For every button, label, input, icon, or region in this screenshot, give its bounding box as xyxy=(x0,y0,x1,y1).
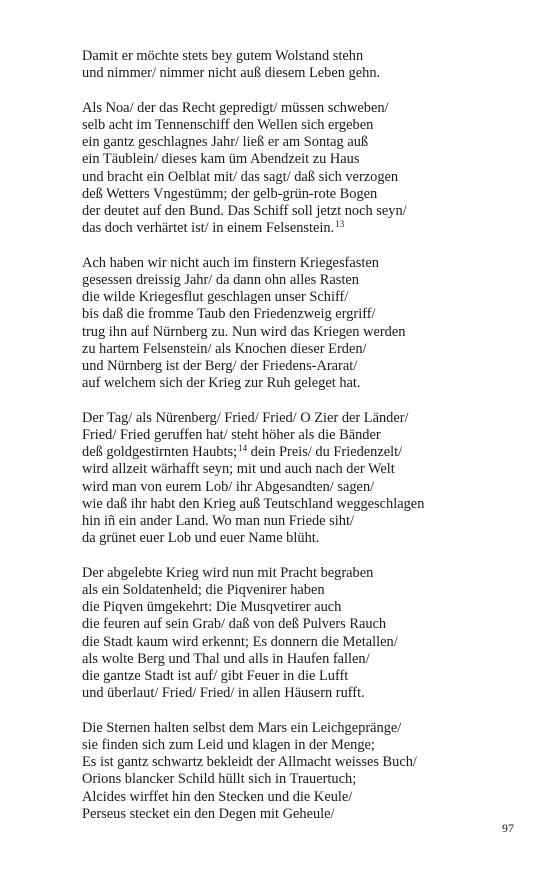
verse-text: bis daß die fromme Taub den Friedenzweig ergriff/ xyxy=(82,306,376,323)
poem-text xyxy=(82,48,522,841)
verse-line xyxy=(82,65,522,82)
verse-line xyxy=(82,789,522,806)
verse-text: ein gantz geschlagnes Jahr/ ließ er am Sontag auß xyxy=(82,134,369,151)
verse-text: Der abgelebte Krieg wird nun mit Pracht begraben xyxy=(82,564,374,581)
verse-text: der deutet auf den Bund. Das Schiff soll jetzt noch seyn/ xyxy=(82,203,407,219)
verse-line xyxy=(82,375,522,392)
verse-text: Alcides wirffet hin den Stecken und die Keule/ xyxy=(82,788,353,805)
verse-text: und überlaut/ Fried/ Fried/ in allen Häusern rufft. xyxy=(82,685,365,702)
verse-line xyxy=(82,272,522,289)
verse-line xyxy=(82,203,522,220)
verse-text: wie daß ihr habt den Krieg auß Teutschland weggeschlagen xyxy=(82,495,425,512)
stanza xyxy=(82,565,522,703)
verse-line xyxy=(82,410,522,427)
verse-line xyxy=(82,616,522,633)
verse-line xyxy=(82,427,522,444)
verse-line xyxy=(82,668,522,685)
verse-line xyxy=(82,358,522,375)
verse-line xyxy=(82,48,522,65)
verse-line xyxy=(82,255,522,272)
stanza xyxy=(82,720,522,823)
stanza xyxy=(82,255,522,393)
verse-line xyxy=(82,582,522,599)
verse-text: das doch verhärtet ist/ in einem Felsenstein. xyxy=(82,220,335,237)
verse-text: die Stadt kaum wird erkennt; Es donnern die Metallen/ xyxy=(82,633,398,650)
verse-text: gesessen dreissig Jahr/ da dann ohn alles Rasten xyxy=(82,272,359,289)
verse-text: als ein Soldatenheld; die Piqvenirer haben xyxy=(82,582,325,599)
verse-line xyxy=(82,186,522,203)
verse-text: und bracht ein Oelblat mit/ das sagt/ daß sich verzogen xyxy=(82,168,399,185)
footnote-marker: 14 xyxy=(238,443,248,454)
verse-text: ein Täublein/ dieses kam üm Abendzeit zu Haus xyxy=(82,151,360,168)
verse-text: und nimmer/ nimmer nicht auß diesem Leben gehn. xyxy=(82,65,381,82)
stanza xyxy=(82,410,522,548)
verse-line xyxy=(82,685,522,702)
verse-text: sie finden sich zum Leid und klagen in der Menge; xyxy=(82,737,375,754)
verse-line xyxy=(82,341,522,358)
verse-line xyxy=(82,651,522,668)
stanza xyxy=(82,100,522,238)
verse-line xyxy=(82,151,522,168)
verse-line xyxy=(82,324,522,341)
verse-line xyxy=(82,634,522,651)
verse-text: Als Noa/ der das Recht gepredigt/ müssen schweben/ xyxy=(82,99,389,116)
verse-line xyxy=(82,754,522,771)
verse-text: und Nürnberg ist der Berg/ der Friedens-Ararat/ xyxy=(82,358,358,374)
verse-line xyxy=(82,720,522,737)
stanza xyxy=(82,48,522,82)
verse-text: wird allzeit wärhafft seyn; mit und auch nach der Welt xyxy=(82,461,395,478)
verse-line xyxy=(82,117,522,134)
verse-text: Die Sternen halten selbst dem Mars ein Leichgepränge/ xyxy=(82,719,402,736)
verse-text: deß Wetters Vngestümm; der gelb-grün-rote Bogen xyxy=(82,185,378,202)
verse-line xyxy=(82,289,522,306)
verse-line xyxy=(82,737,522,754)
verse-line xyxy=(82,220,522,237)
verse-line xyxy=(82,496,522,513)
verse-line xyxy=(82,530,522,547)
verse-line xyxy=(82,771,522,788)
verse-text-continuation: dein Preis/ du Friedenzelt/ xyxy=(247,444,403,461)
verse-text: die gantze Stadt ist auf/ gibt Feuer in die Lufft xyxy=(82,668,349,684)
verse-line xyxy=(82,565,522,582)
verse-line xyxy=(82,100,522,117)
verse-line xyxy=(82,169,522,186)
page-number: 97 xyxy=(502,821,514,835)
verse-line xyxy=(82,513,522,530)
verse-text: Es ist gantz schwartz bekleidt der Allmacht weisses Buch/ xyxy=(82,754,417,771)
verse-text: Ach haben wir nicht auch im finstern Kriegesfasten xyxy=(82,254,379,271)
verse-line xyxy=(82,806,522,823)
verse-text: da grünet euer Lob und euer Name blüht. xyxy=(82,530,320,547)
verse-text: deß goldgestirnten Haubts; xyxy=(82,444,238,461)
verse-text: die Piqven ümgekehrt: Die Musqvetirer auch xyxy=(82,599,342,616)
verse-text: zu hartem Felsenstein/ als Knochen dieser Erden/ xyxy=(82,340,367,357)
verse-line xyxy=(82,444,522,461)
verse-line xyxy=(82,599,522,616)
footnote-marker: 13 xyxy=(335,219,345,230)
verse-text: auf welchem sich der Krieg zur Ruh geleget hat. xyxy=(82,375,361,392)
verse-line xyxy=(82,306,522,323)
verse-text: als wolte Berg und Thal und alls in Haufen fallen/ xyxy=(82,650,370,667)
verse-text: trug ihn auf Nürnberg zu. Nun wird das Kriegen werden xyxy=(82,323,406,340)
verse-text: hin iñ ein ander Land. Wo man nun Friede siht/ xyxy=(82,513,354,529)
verse-line xyxy=(82,479,522,496)
verse-line xyxy=(82,134,522,151)
verse-text: Orions blancker Schild hüllt sich in Trauertuch; xyxy=(82,771,357,788)
verse-text: Fried/ Fried geruffen hat/ steht höher als die Bänder xyxy=(82,427,381,444)
verse-text: Damit er möchte stets bey gutem Wolstand stehn xyxy=(82,48,364,64)
verse-text: Perseus stecket ein den Degen mit Geheule/ xyxy=(82,805,335,822)
verse-text: selb acht im Tennenschiff den Wellen sich ergeben xyxy=(82,117,374,134)
verse-text: die wilde Kriegesflut geschlagen unser Schiff/ xyxy=(82,289,349,306)
verse-text: Der Tag/ als Nürenberg/ Fried/ Fried/ O Zier der Länder/ xyxy=(82,409,409,426)
verse-text: die feuren auf sein Grab/ daß von deß Pulvers Rauch xyxy=(82,616,387,633)
verse-text: wird man von eurem Lob/ ihr Abgesandten/ sagen/ xyxy=(82,478,375,495)
verse-line xyxy=(82,461,522,478)
